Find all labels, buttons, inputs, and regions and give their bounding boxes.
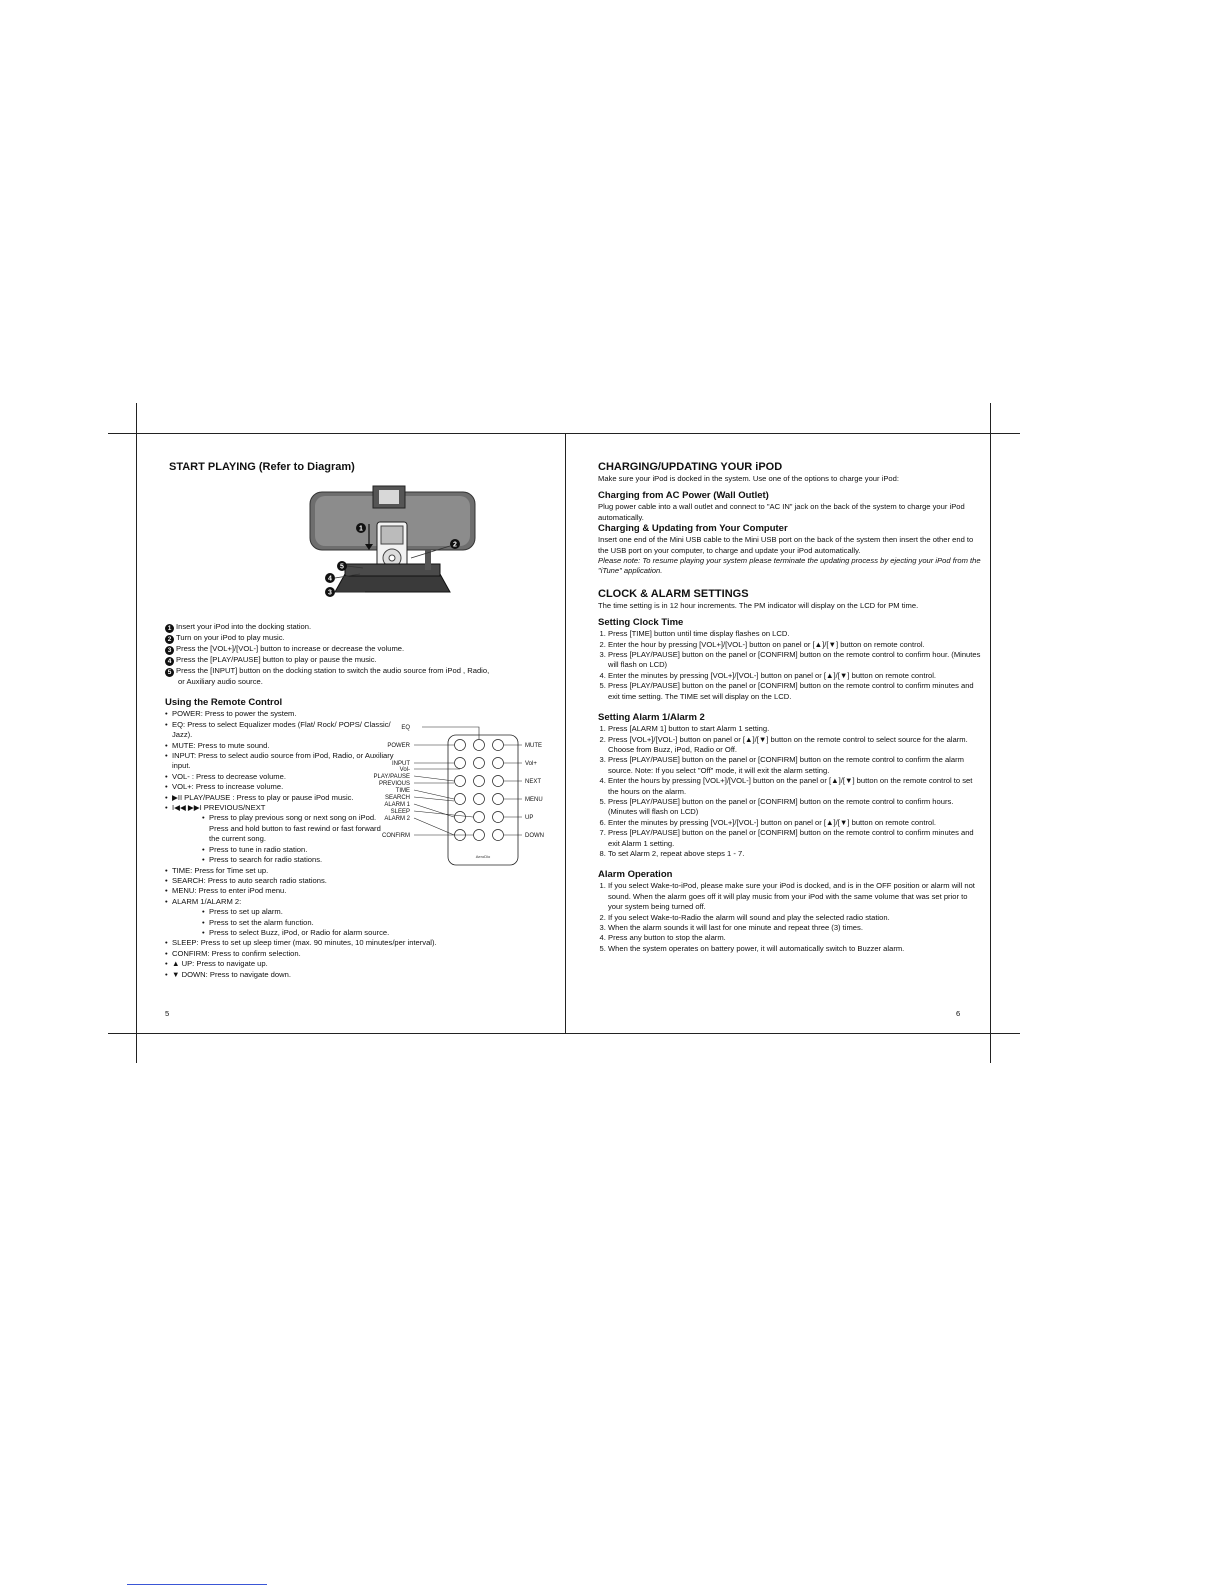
remote-item-alarm: • ALARM 1/ALARM 2: • Press to set up alarm. • Press to set the alarm function. • Press to select Buzz, iPod, or Radio for alarm source.: [165, 897, 395, 939]
remote-subitem-prev-next-2: • Press to tune in radio station.: [202, 845, 382, 855]
trim-line-top: [108, 433, 1020, 434]
crop-mark-top-left-v: [136, 403, 137, 433]
remote-subitem-prev-next-1: • Press to play previous song or next song on iPod. Press and hold button to fast rewind or fast forward the current song.: [202, 813, 382, 844]
remote-label-up: UP: [525, 815, 534, 822]
alarm-step: 4. Enter the hours by pressing [VOL+]/[VOL-] button on the panel or [▲]/[▼] button on the remote control to set the hours on the alarm.: [608, 776, 983, 797]
step-marker-3-icon: 3: [165, 646, 174, 655]
charging-intro: Make sure your iPod is docked in the system. Use one of the options to charge your iPod:: [598, 474, 899, 483]
crop-mark-bottom-left-v: [136, 1033, 137, 1063]
alarm-steps: [598, 724, 983, 859]
page-number-left: 5: [165, 1009, 170, 1018]
updating-note: Please note: To resume playing your system please terminate the updating process by ejecting your iPod from the "iTune" application.: [598, 556, 981, 576]
remote-label-input: INPUT: [392, 761, 410, 768]
step-marker-5-icon: 5: [165, 668, 174, 677]
crop-mark-top-right-v: [990, 403, 991, 433]
alarm-operation-step: 2. If you select Wake-to-Radio the alarm will sound and play the selected radio station.: [608, 913, 983, 923]
remote-item-time: • TIME: Press for Time set up.: [165, 866, 395, 876]
clock-intro: The time setting is in 12 hour increments. The PM indicator will display on the LCD for PM time.: [598, 600, 919, 610]
remote-item-input: • INPUT: Press to select audio source from iPod, Radio, or Auxiliary input.: [165, 751, 395, 772]
diagram-step-5: 5 Press the [INPUT] button on the docking station to switch the audio source from iPod , Radio, or Auxiliary audio source.: [165, 666, 498, 687]
computer-text: Insert one end of the Mini USB cable to the Mini USB port on the back of the system then insert the other end to the USB port on your computer, to charge and update your iPod automatically.: [598, 535, 974, 555]
alarm-step: 5. Press [PLAY/PAUSE] button on the panel or [CONFIRM] button on the remote control to confirm hours. (Minutes will flash on LCD): [608, 797, 983, 818]
remote-item-menu: • MENU: Press to enter iPod menu.: [165, 886, 395, 896]
crop-mark-bottom-right-v: [990, 1033, 991, 1063]
remote-item-vol-plus: • VOL+: Press to increase volume.: [165, 782, 395, 792]
remote-brand: AeroDio: [475, 854, 491, 860]
diagram-marker-3: [325, 587, 335, 597]
step-marker-2-icon: 2: [165, 635, 174, 644]
remote-item-search: • SEARCH: Press to auto search radio stations.: [165, 876, 395, 886]
alarm-step: 1. Press [ALARM 1] button to start Alarm 1 setting.: [608, 724, 983, 734]
diagram-marker-4: [325, 573, 335, 583]
alarm-operation-step: 1. If you select Wake-to-iPod, please make sure your iPod is docked, and is in the OFF position or alarm will not sound. When the alarm goes off it will play music from your iPod with the same volume that was set prior to your system being turned off.: [608, 881, 983, 912]
remote-subitem-alarm-2: • Press to set the alarm function.: [202, 918, 462, 928]
diagram-step-1: 1 Insert your iPod into the docking station.: [165, 622, 565, 633]
remote-label-vol-minus: Vol-: [399, 767, 410, 774]
svg-text:3: 3: [328, 589, 332, 597]
remote-control-diagram: [370, 717, 555, 867]
alarm-step: 2. Press [VOL+]/[VOL-] button on panel or [▲]/[▼] button on the remote control to select source for the alarm. Choose from Buzz, iPod, Radio or Off.: [608, 735, 983, 756]
clock-step: 4. Enter the minutes by pressing [VOL+]/[VOL-] button on panel or [▲]/[▼] button on remote control.: [608, 671, 983, 681]
alarm-operation-title: Alarm Operation: [598, 869, 673, 881]
page-number-right: 6: [956, 1009, 961, 1018]
svg-text:2: 2: [453, 541, 457, 549]
remote-label-alarm1: ALARM 1: [384, 802, 410, 809]
remote-subitem-alarm-1: • Press to set up alarm.: [202, 907, 462, 917]
svg-text:1: 1: [359, 525, 363, 533]
remote-label-eq: EQ: [401, 725, 410, 732]
diagram-steps: [165, 622, 565, 687]
right-page: [598, 460, 983, 954]
ac-power-title: Charging from AC Power (Wall Outlet): [598, 490, 769, 502]
clock-time-title: Setting Clock Time: [598, 617, 684, 629]
remote-item-confirm: • CONFIRM: Press to confirm selection.: [165, 949, 395, 959]
remote-label-alarm2: ALARM 2: [384, 816, 410, 823]
remote-items-list: [165, 709, 437, 980]
remote-subitem-prev-next-3: • Press to search for radio stations.: [202, 855, 382, 865]
diagram-step-3: 3 Press the [VOL+]/[VOL-] button to increase or decrease the volume.: [165, 644, 565, 655]
diagram-marker-5: [337, 561, 347, 571]
alarm-step: 6. Enter the minutes by pressing [VOL+]/[VOL-] button on panel or [▲]/[▼] button on remote control.: [608, 818, 983, 828]
diagram-marker-2: [450, 539, 460, 549]
remote-item-prev-next: • I◀◀ ▶▶I PREVIOUS/NEXT • Press to play previous song or next song on iPod. Press and hold button to fast rewind or fast forward the current song. • Press to tune in radio station. • Press to search for radio stations.: [165, 803, 395, 865]
remote-label-sleep: SLEEP: [390, 809, 410, 816]
remote-label-time: TIME: [395, 788, 410, 795]
clock-step: 5. Press [PLAY/PAUSE] button on the panel or [CONFIRM] button on the remote control to confirm minutes and exit time setting. The TIME set will display on the LCD.: [608, 681, 983, 702]
remote-item-power: • POWER: Press to power the system.: [165, 709, 395, 719]
remote-label-play-pause: PLAY/PAUSE: [373, 774, 410, 781]
side-line-right: [990, 433, 991, 1033]
center-fold-line: [565, 433, 566, 1033]
clock-alarm-title: CLOCK & ALARM SETTINGS: [598, 587, 749, 600]
alarm-operation-steps: [598, 881, 983, 954]
alarm-operation-step: 5. When the system operates on battery power, it will automatically switch to Buzzer alarm.: [608, 944, 983, 954]
remote-label-next: NEXT: [525, 779, 542, 786]
diagram-marker-1: [356, 523, 366, 533]
remote-item-down: • ▼ DOWN: Press to navigate down.: [165, 970, 395, 980]
alarm-step: 3. Press [PLAY/PAUSE] button on the panel or [CONFIRM] button on the remote control to confirm the alarm source. Note: If you select "Off" mode, it will exit the alarm setting.: [608, 755, 983, 776]
remote-label-confirm: CONFIRM: [382, 833, 410, 840]
remote-subitem-alarm-3: • Press to select Buzz, iPod, or Radio for alarm source.: [202, 928, 462, 938]
alarm-set-title: Setting Alarm 1/Alarm 2: [598, 712, 705, 724]
remote-item-sleep: • SLEEP: Press to set up sleep timer (max. 90 minutes, 10 minutes/per interval).: [165, 938, 512, 948]
alarm-operation-step: 3. When the alarm sounds it will last for one minute and repeat three (3) times.: [608, 923, 983, 933]
step-marker-4-icon: 4: [165, 657, 174, 666]
clock-step: 2. Enter the hour by pressing [VOL+]/[VOL-] button on panel or [▲]/[▼] button on remote control.: [608, 640, 983, 650]
remote-control-title: Using the Remote Control: [165, 697, 283, 709]
trim-line-bottom: [108, 1033, 1020, 1034]
svg-text:5: 5: [340, 563, 344, 571]
remote-label-menu: MENU: [525, 797, 543, 804]
diagram-step-2: 2 Turn on your iPod to play music.: [165, 633, 565, 644]
remote-label-vol-plus: Vol+: [525, 761, 537, 768]
ac-power-text: Plug power cable into a wall outlet and connect to "AC IN" jack on the back of the system to charge your iPod automatically.: [598, 502, 965, 522]
remote-item-eq: • EQ: Press to select Equalizer modes (Flat/ Rock/ POPS/ Classic/ Jazz).: [165, 720, 395, 741]
remote-label-power: POWER: [387, 743, 410, 750]
computer-title: Charging & Updating from Your Computer: [598, 523, 788, 535]
alarm-operation-step: 4. Press any button to stop the alarm.: [608, 933, 983, 943]
remote-item-play-pause: • ▶II PLAY/PAUSE : Press to play or pause iPod music.: [165, 793, 432, 803]
remote-item-vol-minus: • VOL- : Press to decrease volume.: [165, 772, 395, 782]
docking-station-diagram: [275, 484, 535, 614]
left-page: [165, 460, 565, 980]
clock-step: 3. Press [PLAY/PAUSE] button on the panel or [CONFIRM] button on the remote control to confirm hour. (Minutes will flash on LCD): [608, 650, 983, 671]
start-playing-title: START PLAYING (Refer to Diagram): [169, 461, 355, 473]
step-marker-1-icon: 1: [165, 624, 174, 633]
svg-text:4: 4: [328, 575, 332, 583]
charging-title: CHARGING/UPDATING YOUR iPOD: [598, 461, 783, 473]
clock-step: 1. Press [TIME] button until time display flashes on LCD.: [608, 629, 983, 639]
side-line-left: [136, 433, 137, 1033]
alarm-step: 7. Press [PLAY/PAUSE] button on the panel or [CONFIRM] button on the remote control to confirm minutes and exit Alarm 1 setting.: [608, 828, 983, 849]
remote-item-mute: • MUTE: Press to mute sound.: [165, 741, 395, 751]
clock-steps: [598, 629, 983, 702]
remote-label-previous: PREVIOUS: [378, 781, 410, 788]
remote-item-up: • ▲ UP: Press to navigate up.: [165, 959, 395, 969]
remote-label-search: SEARCH: [384, 795, 410, 802]
alarm-step: 8. To set Alarm 2, repeat above steps 1 - 7.: [608, 849, 983, 859]
remote-label-mute: MUTE: [525, 743, 542, 750]
diagram-step-4: 4 Press the [PLAY/PAUSE] button to play or pause the music.: [165, 655, 565, 666]
remote-label-down: DOWN: [525, 833, 544, 840]
